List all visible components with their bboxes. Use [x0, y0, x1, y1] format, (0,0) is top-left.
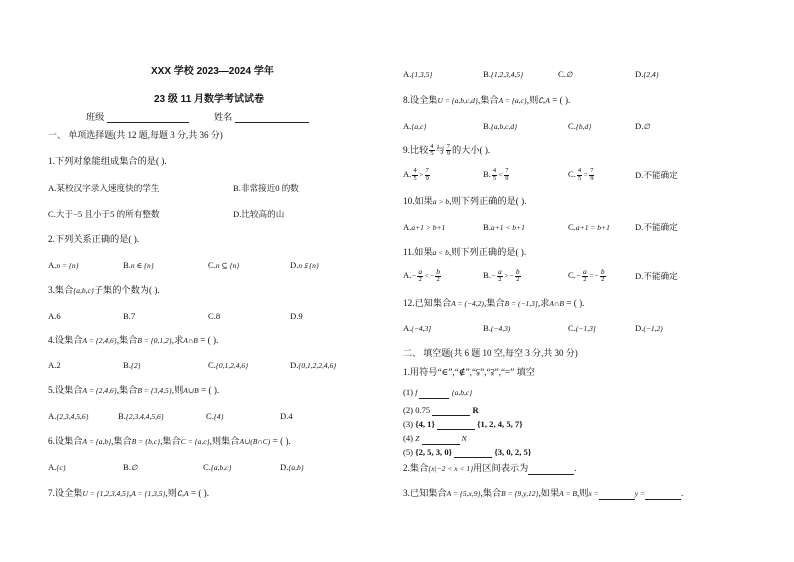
q5-option-d[interactable]: D.4	[280, 411, 293, 421]
q6-stem: 6.设集合A = {a,b},集合B = {b,c},集合C = {a,c},则集合A∪(B∩C) = ( ).	[48, 436, 291, 446]
q6-option-c[interactable]: C.{a,b,c}	[203, 462, 232, 472]
q11-option-d[interactable]: D.不能确定	[635, 271, 678, 281]
q10-option-c[interactable]: C.a+1 = b+1	[568, 222, 610, 232]
q3-option-c[interactable]: C.8	[208, 311, 221, 321]
q7-option-a[interactable]: A.{1,3,5}	[403, 69, 433, 79]
q12-option-a[interactable]: A.(−4,3]	[403, 323, 432, 333]
q10-option-b[interactable]: B.a+1 < b+1	[483, 222, 525, 232]
fill1-item-2[interactable]: (2) 0.75 R	[403, 405, 479, 415]
fill1-blank-1[interactable]	[419, 389, 449, 399]
q7-stem: 7.设全集U = {1,2,3,4,5},A = {1,3,5},则∁ᵤA = ( ).	[48, 488, 210, 498]
fill1-item-1[interactable]: (1) f {a,b,c}	[403, 387, 473, 397]
q7-option-d[interactable]: D.{2,4}	[635, 69, 659, 79]
q9-option-c[interactable]: C. $\frac{4}{5}$ = $\frac{7}{9}$	[568, 167, 594, 182]
q7-option-c[interactable]: C.∅	[558, 69, 573, 79]
class-field[interactable]	[86, 111, 189, 123]
name-label: 姓名	[214, 112, 233, 122]
q12-option-d[interactable]: D.(−1,2)	[635, 323, 663, 333]
exam-title-line1: XXX 学校 2023—2024 学年	[151, 66, 274, 77]
q5-stem: 5.设集合A = {2,4,6},集合B = {3,4,5},则A∪B = ( ).	[48, 385, 220, 395]
q6-option-b[interactable]: B.∅	[123, 462, 138, 472]
fill1-item-3[interactable]: (3) {4, 1} {1, 2, 4, 5, 7}	[403, 419, 523, 429]
q4-option-a[interactable]: A.2	[48, 360, 61, 370]
fill3-stem: 3.已知集合A = {5,x,9},集合B = {9,y,12},如果A = B,则x = y = .	[403, 488, 684, 498]
q8-option-c[interactable]: C.{b,d}	[568, 121, 592, 131]
class-blank[interactable]	[107, 113, 189, 123]
class-label: 班级	[86, 112, 105, 122]
q4-option-c[interactable]: C.{0,1,2,4,6}	[208, 360, 249, 370]
q10-stem: 10.如果a > b,则下列正确的是( ).	[403, 196, 527, 206]
fill1-blank-5[interactable]	[454, 448, 492, 458]
q5-option-c[interactable]: C.{4}	[206, 411, 224, 421]
q6-option-d[interactable]: D.{a,b}	[280, 462, 304, 472]
q4-option-d[interactable]: D.{0,1,2,2,4,6}	[290, 360, 337, 370]
q2-stem: 2.下列关系正确的是( ).	[48, 234, 140, 244]
fill3-blank-x[interactable]	[599, 490, 635, 500]
name-field[interactable]	[214, 111, 309, 123]
q2-option-d[interactable]: D.n ⫋ {n}	[290, 260, 319, 270]
q11-option-a[interactable]: A.− $\frac{a}{2}$ <− $\frac{b}{2}$	[403, 267, 441, 283]
q11-option-c[interactable]: C.− $\frac{a}{2}$ =− $\frac{b}{2}$	[568, 267, 605, 283]
q10-option-d[interactable]: D.不能确定	[635, 222, 678, 232]
q2-option-b[interactable]: B.n ∈ {n}	[123, 260, 154, 270]
q12-option-c[interactable]: C.(−1,3]	[568, 323, 596, 333]
exam-title-line2: 23 级 11 月数学考试试卷	[154, 94, 265, 105]
q12-option-b[interactable]: B.(−4,3)	[483, 323, 511, 333]
q8-option-b[interactable]: B.{a,b,c,d}	[483, 121, 518, 131]
q1-option-c[interactable]: C.大于−5 且小于5 的所有整数	[48, 209, 160, 219]
q11-option-b[interactable]: B.− $\frac{a}{2}$ >− $\frac{b}{2}$	[483, 267, 520, 283]
q8-option-a[interactable]: A.{a,c}	[403, 121, 427, 131]
q3-option-d[interactable]: D.9	[290, 311, 303, 321]
q9-option-a[interactable]: A. $\frac{4}{5}$ > $\frac{7}{9}$	[403, 167, 429, 182]
q5-option-b[interactable]: B.{2,3,4,4,5,6}	[118, 411, 164, 421]
q3-stem: 3.集合{a,b,c}子集的个数为( ).	[48, 285, 160, 295]
q9-option-b[interactable]: B. $\frac{4}{5}$ < $\frac{7}{9}$	[483, 167, 509, 182]
q11-stem: 11.如果a < b,则下列正确的是( ).	[403, 247, 527, 257]
q5-option-a[interactable]: A.{2,3,4,5,6}	[48, 411, 89, 421]
q3-option-a[interactable]: A.6	[48, 311, 61, 321]
fill1-item-5[interactable]: (5) {2, 5, 3, 0} {3, 0, 2, 5}	[403, 447, 532, 457]
fill1-blank-4[interactable]	[422, 435, 460, 445]
fill2-stem: 2.集合{x|−2 < x < 1}用区间表示为 .	[403, 463, 577, 473]
q1-option-a[interactable]: A.某校汉字录入速度快的学生	[48, 183, 160, 193]
fill3-blank-y[interactable]	[645, 490, 681, 500]
q9-option-d[interactable]: D.不能确定	[635, 170, 678, 180]
fill1-item-4[interactable]: (4) Z N	[403, 433, 467, 443]
q8-option-d[interactable]: D.∅	[635, 121, 650, 131]
q2-option-c[interactable]: C.n ⊆ {n}	[208, 260, 240, 270]
q2-option-a[interactable]: A.n = {n}	[48, 260, 79, 270]
q1-option-d[interactable]: D.比较高的山	[233, 209, 285, 219]
q4-stem: 4.设集合A = {2,4,6},集合B = {0,1,2},求A∩B = ( ).	[48, 335, 219, 345]
section2-heading: 二、 填空题(共 6 题 10 空,每空 3 分,共 30 分)	[403, 348, 578, 358]
q7-option-b[interactable]: B.{1,2,3,4,5}	[483, 69, 524, 79]
q9-stem: 9.比较 $\frac{4}{5}$ 与 $\frac{7}{9}$ 的大小( ).	[403, 142, 491, 158]
q6-option-a[interactable]: A.{c}	[48, 462, 66, 472]
q3-option-b[interactable]: B.7	[123, 311, 136, 321]
section1-heading: 一、 单项选择题(共 12 题,每题 3 分,共 36 分)	[48, 130, 223, 140]
q10-option-a[interactable]: A.a+1 > b+1	[403, 222, 446, 232]
q4-option-b[interactable]: B.{2}	[123, 360, 141, 370]
fill1-blank-3[interactable]	[437, 420, 475, 430]
fill1-blank-2[interactable]	[432, 406, 470, 416]
q12-stem: 12.已知集合A = (−4,2),集合B = (−1,3],求A∩B = ( ).	[403, 298, 585, 308]
q8-stem: 8.设全集U = {a,b,c,d},集合A = {a,c},则∁ᵤA = ( ).	[403, 95, 571, 105]
q1-stem: 1.下列对象能组成集合的是( ).	[48, 156, 167, 166]
name-blank[interactable]	[235, 113, 309, 123]
q1-option-b[interactable]: B.非常接近0 的数	[233, 183, 299, 193]
fill1-stem: 1.用符号“∈”,“∉”,“⫋”,“⫌”,“=” 填空	[403, 367, 535, 377]
fill2-blank[interactable]	[528, 465, 574, 475]
